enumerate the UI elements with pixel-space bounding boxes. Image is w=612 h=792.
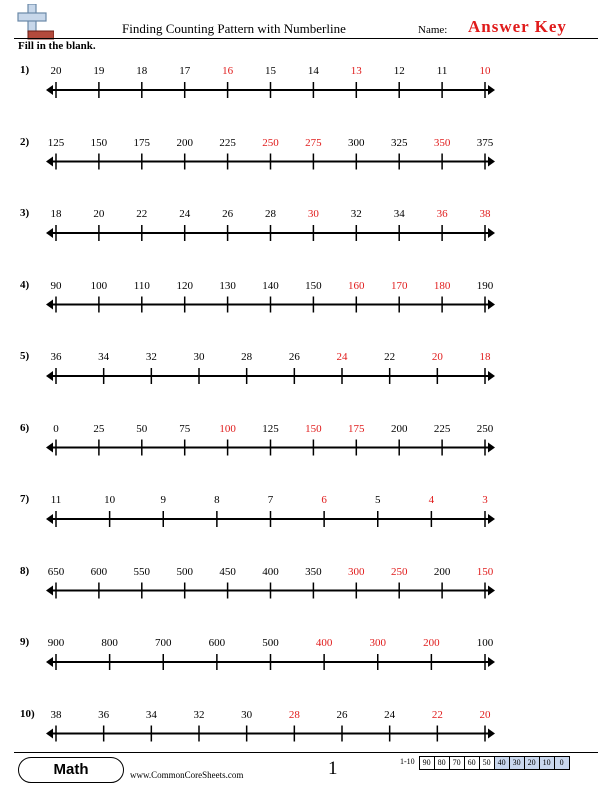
arrow-right-icon [488, 586, 495, 596]
answer-value: 4 [428, 494, 435, 506]
arrow-left-icon [46, 514, 53, 524]
problem-number: 8) [20, 564, 30, 577]
answer-value: 28 [288, 708, 300, 721]
problem-number: 3) [20, 207, 30, 219]
problem-number: 7) [20, 493, 30, 505]
numberline-label: 130 [219, 279, 236, 292]
answer-value: 350 [433, 136, 451, 149]
problem-number: 10) [20, 707, 35, 720]
answer-value: 170 [390, 279, 408, 292]
arrow-left-icon [46, 157, 53, 167]
arrow-left-icon [46, 443, 53, 453]
numberline-label: 450 [219, 565, 236, 578]
numberline-label: 24 [179, 208, 191, 220]
arrow-left-icon [46, 85, 53, 95]
numberline-label: 7 [267, 494, 274, 506]
numberline-label: 34 [145, 708, 157, 721]
numberline-label: 32 [193, 708, 205, 721]
numberline-label: 100 [90, 279, 108, 292]
score-cell: 90 [419, 756, 435, 770]
site-url: www.CommonCoreSheets.com [130, 770, 244, 780]
numberline-label: 800 [101, 637, 118, 649]
numberline-label: 34 [393, 208, 405, 220]
answer-value: 250 [262, 136, 279, 149]
numberline-label: 500 [176, 565, 193, 578]
answer-value: 300 [348, 565, 365, 578]
numberline-label: 150 [90, 136, 108, 149]
numberline-label: 125 [262, 422, 279, 435]
numberline-label: 11 [436, 65, 448, 77]
numberline-label: 325 [390, 136, 408, 149]
problem-number: 9) [20, 636, 30, 648]
answer-value: 150 [476, 565, 494, 578]
numberline-label: 36 [98, 708, 110, 721]
worksheet-title: Finding Counting Pattern with Numberline [122, 21, 346, 36]
numberline-label: 24 [384, 708, 396, 721]
numberline-label: 19 [93, 65, 105, 77]
problem-number: 4) [20, 278, 30, 291]
instructions: Fill in the blank. [18, 40, 96, 52]
footer-divider [14, 752, 598, 753]
page-number: 1 [328, 758, 338, 779]
subject-badge: Math [18, 757, 124, 783]
arrow-left-icon [46, 371, 53, 381]
problem-number: 6) [20, 421, 30, 434]
arrow-right-icon [488, 157, 495, 167]
numberline-label: 550 [133, 565, 151, 578]
score-range: 1-10 [400, 757, 415, 766]
numberline-label: 25 [93, 422, 105, 435]
score-table [398, 756, 570, 770]
numberline-label: 400 [262, 565, 279, 578]
numberline-label: 26 [288, 351, 300, 363]
arrow-right-icon [488, 514, 495, 524]
numberline-label: 200 [176, 136, 193, 149]
numberline-label: 30 [241, 708, 253, 721]
numberline-label: 0 [53, 422, 59, 435]
numberline-label: 300 [348, 136, 365, 149]
numberline-label: 11 [50, 494, 62, 506]
numberline-label: 17 [179, 65, 191, 77]
score-cell: 20 [525, 756, 540, 770]
arrow-left-icon [46, 300, 53, 310]
answer-value: 200 [423, 637, 440, 649]
answer-value: 22 [431, 708, 443, 721]
numberline-label: 30 [193, 351, 205, 363]
arrow-left-icon [46, 228, 53, 238]
numberline-label: 22 [136, 208, 148, 220]
score-cell: 10 [540, 756, 555, 770]
numberline-label: 20 [50, 65, 62, 77]
answer-value: 16 [222, 65, 234, 77]
numberline-label: 32 [350, 208, 362, 220]
arrow-right-icon [488, 657, 495, 667]
numberline-label: 700 [155, 637, 172, 649]
numberline-label: 50 [136, 422, 148, 435]
arrow-right-icon [488, 228, 495, 238]
numberline-label: 150 [305, 279, 322, 292]
numberline-label: 12 [393, 65, 405, 77]
numberline-label: 36 [50, 351, 62, 363]
answer-value: 30 [307, 208, 319, 220]
numberline-label: 32 [145, 351, 157, 363]
answer-value: 175 [348, 422, 365, 435]
numberline-label: 600 [90, 565, 108, 578]
numberline-label: 22 [384, 351, 396, 363]
arrow-left-icon [46, 586, 53, 596]
numberline-label: 38 [50, 708, 62, 721]
numberline-label: 600 [208, 637, 226, 649]
numberline-label: 225 [433, 422, 451, 435]
numberline-label: 15 [265, 65, 276, 77]
numberline-label: 100 [476, 637, 494, 649]
answer-value: 10 [479, 65, 491, 77]
numberline-label: 500 [262, 637, 279, 649]
name-label: Name: [418, 24, 448, 36]
answer-value: 250 [390, 565, 408, 578]
answer-key-label: Answer Key [468, 17, 567, 36]
numberline-label: 26 [336, 708, 348, 721]
problem-number: 2) [20, 135, 30, 148]
numberline-label: 10 [104, 494, 116, 506]
answer-value: 20 [431, 351, 443, 363]
numberline-label: 350 [305, 565, 322, 578]
numberline-label: 375 [476, 136, 494, 149]
answer-value: 6 [321, 494, 327, 506]
answer-value: 100 [219, 422, 236, 435]
answer-value: 38 [479, 208, 491, 220]
answer-value: 150 [305, 422, 322, 435]
score-cell: 80 [435, 756, 450, 770]
numberline-label: 900 [47, 637, 65, 649]
numberline-label: 8 [214, 494, 220, 506]
answer-value: 36 [436, 208, 448, 220]
numberline-label: 18 [50, 208, 62, 220]
answer-value: 300 [369, 637, 386, 649]
problem-number: 1) [20, 64, 30, 76]
numberline-label: 5 [375, 494, 381, 506]
arrow-right-icon [488, 300, 495, 310]
arrow-right-icon [488, 371, 495, 381]
score-cell: 0 [555, 756, 570, 770]
numberline-label: 650 [47, 565, 65, 578]
answer-value: 20 [479, 708, 491, 721]
score-cell: 50 [480, 756, 495, 770]
numberline-label: 18 [136, 65, 148, 77]
arrow-right-icon [488, 85, 495, 95]
numberline-label: 140 [262, 279, 279, 292]
answer-value: 13 [350, 65, 362, 77]
numberline-label: 225 [219, 136, 236, 149]
numberline-label: 20 [93, 208, 105, 220]
numberline-label: 120 [176, 279, 193, 292]
answer-value: 275 [305, 136, 322, 149]
numberline-label: 28 [241, 351, 253, 363]
arrow-left-icon [46, 729, 53, 739]
arrow-right-icon [488, 443, 495, 453]
answer-value: 160 [348, 279, 365, 292]
score-cell: 70 [450, 756, 465, 770]
numberline-label: 250 [476, 422, 494, 435]
numberline-label: 26 [222, 208, 234, 220]
score-cell: 60 [465, 756, 480, 770]
score-cell: 30 [510, 756, 525, 770]
numberline-label: 14 [307, 65, 319, 77]
arrow-right-icon [488, 729, 495, 739]
numberline-label: 190 [476, 279, 494, 292]
numberline-label: 75 [179, 422, 191, 435]
numberline-label: 175 [133, 136, 151, 149]
numberline-label: 90 [50, 279, 62, 292]
score-cell: 40 [495, 756, 510, 770]
numberline-label: 200 [390, 422, 408, 435]
numberline-label: 34 [98, 351, 110, 363]
numberline-label: 9 [160, 494, 166, 506]
answer-value: 24 [336, 351, 348, 363]
numberline-label: 110 [133, 279, 150, 292]
arrow-left-icon [46, 657, 53, 667]
numberline-label: 28 [265, 208, 276, 220]
answer-value: 18 [479, 351, 491, 363]
numberline-label: 200 [433, 565, 451, 578]
problem-number: 5) [20, 350, 30, 362]
numberline-label: 125 [47, 136, 65, 149]
answer-value: 3 [482, 494, 488, 506]
answer-value: 180 [433, 279, 451, 292]
answer-value: 400 [315, 637, 333, 649]
